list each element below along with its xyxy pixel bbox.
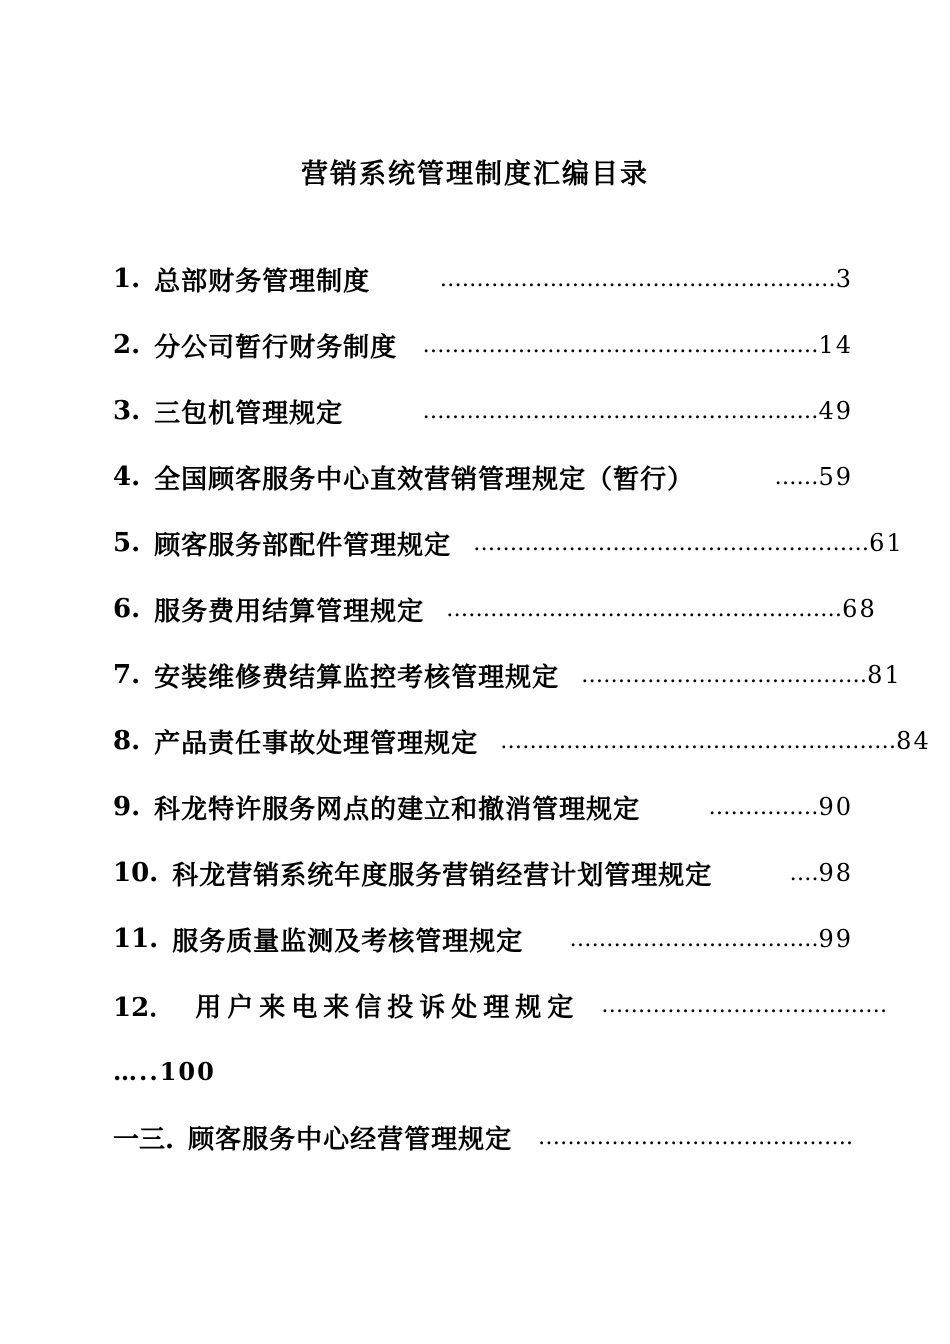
toc-number: 1. (113, 264, 141, 294)
toc-title: 分公司暂行财务制度 (154, 332, 398, 363)
toc-page-number: 90 (818, 793, 853, 821)
toc-entry-8[interactable] (113, 708, 931, 774)
toc-number: 2. (113, 330, 141, 360)
toc-page-number: …..100 (113, 1056, 216, 1086)
toc-number: 9. (113, 792, 141, 822)
toc-entry-3[interactable] (113, 378, 853, 444)
toc-entry-7[interactable] (113, 642, 902, 708)
toc-leader: ……………………………………………… (422, 332, 819, 358)
toc-entry-5[interactable] (113, 510, 904, 576)
toc-page-number: 61 (869, 529, 904, 557)
toc-title: 用户来电来信投诉处理规定 (195, 992, 580, 1023)
toc-number: 3. (113, 396, 141, 426)
toc-title: 服务费用结算管理规定 (154, 596, 425, 627)
toc-page-number: 68 (842, 595, 877, 623)
toc-leader: ……………………………………………… (500, 728, 897, 754)
toc-page-number: 14 (818, 331, 853, 359)
toc-number: 12． (113, 992, 176, 1023)
toc-title: 安装维修费结算监控考核管理规定 (154, 662, 560, 693)
toc-entry-12[interactable] (113, 972, 888, 1038)
toc-leader: ……………………………………………… (446, 596, 843, 622)
toc-leader: ……………………………………………… (422, 398, 819, 424)
toc-entry-11[interactable] (113, 906, 853, 972)
toc-number: 10. (113, 858, 159, 888)
toc-page-number: 98 (818, 859, 853, 887)
toc-leader: …………… (708, 794, 819, 820)
toc-leader: …… (774, 464, 819, 490)
toc-leader: ……………………………………………… (473, 530, 870, 556)
toc-entry-1[interactable] (113, 246, 853, 312)
toc-title: 三包机管理规定 (154, 398, 344, 429)
toc-number: 7. (113, 660, 141, 690)
toc-entry-13[interactable] (113, 1104, 853, 1170)
toc-title: 产品责任事故处理管理规定 (154, 728, 479, 759)
toc-page-number: 3 (835, 265, 853, 293)
toc-page-number: 81 (867, 661, 902, 689)
toc-leader: ………………………………… (581, 662, 868, 688)
toc-title: 顾客服务部配件管理规定 (154, 530, 452, 561)
toc-title: 全国顾客服务中心直效营销管理规定（暂行） (154, 464, 695, 495)
toc-title: 科龙特许服务网点的建立和撤消管理规定 (154, 794, 641, 825)
toc-title: 服务质量监测及考核管理规定 (172, 926, 524, 957)
toc-page-number: 84 (896, 727, 931, 755)
toc-number: 11. (113, 924, 159, 954)
toc-number: 8. (113, 726, 141, 756)
toc-entry-4[interactable] (113, 444, 853, 510)
toc-leader: ………………………………… (601, 992, 888, 1018)
page-title: 营销系统管理制度汇编目录 (301, 159, 649, 190)
toc-page-number: 49 (818, 397, 853, 425)
toc-page-number: 59 (818, 463, 853, 491)
toc-leader: …. (789, 860, 819, 886)
toc-title: 科龙营销系统年度服务营销经营计划管理规定 (172, 860, 713, 891)
table-of-contents (113, 246, 931, 1170)
toc-page-number: 99 (818, 925, 853, 953)
toc-number: 5. (113, 528, 141, 558)
toc-number: 一三. (113, 1124, 175, 1155)
toc-entry-2[interactable] (113, 312, 853, 378)
toc-leader: ……………………………………. (538, 1124, 853, 1150)
toc-entry-12-continuation (113, 1038, 853, 1104)
toc-title: 总部财务管理制度 (154, 266, 371, 297)
toc-leader: ……………………………………………… (439, 266, 836, 292)
toc-number: 4. (113, 462, 141, 492)
toc-title: 顾客服务中心经营管理规定 (188, 1124, 513, 1155)
toc-leader: ……………………………. (569, 926, 819, 952)
toc-entry-6[interactable] (113, 576, 877, 642)
toc-number: 6. (113, 594, 141, 624)
toc-entry-9[interactable] (113, 774, 853, 840)
toc-entry-10[interactable] (113, 840, 853, 906)
